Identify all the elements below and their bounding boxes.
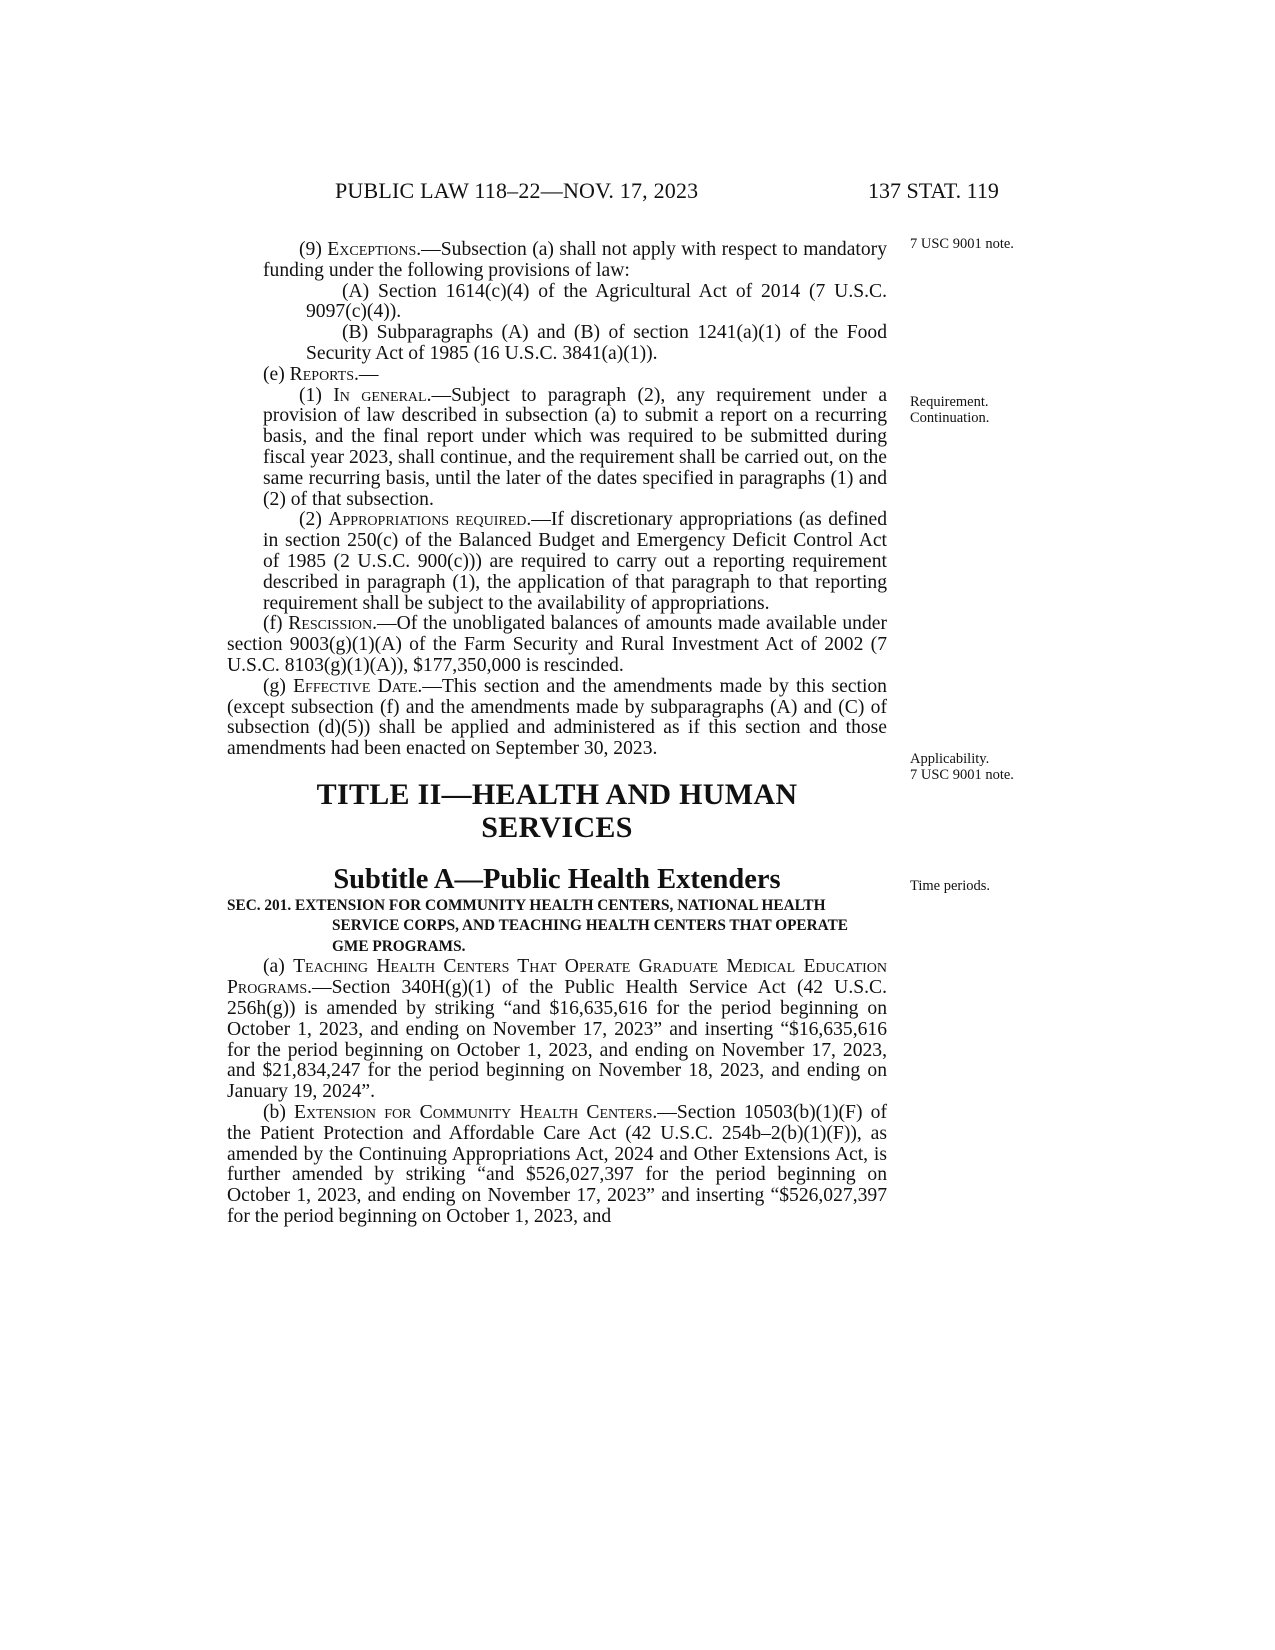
running-header-law: PUBLIC LAW 118–22—NOV. 17, 2023 (335, 178, 699, 203)
paragraph-lead: (1) (299, 384, 334, 406)
subtitle-heading: Subtitle A—Public Health Extenders (333, 863, 781, 895)
paragraph-text: .—Section 10503(b)(1)(F) of the Patient Protection and Affordable Care Act (42 U.S.C. 254b–2(b)(1)(F)), as amended by the Continuing Appropriations Act, 2024 and Other Extensions Act, is further amended by striking “and $526,027,397 for the period beginning on October 1, 2023, and ending on November 17, 2023” and inserting “$526,027,397 for the period beginning on October 1, 2023, and (227, 1102, 887, 1227)
paragraph-e2-appropriations (227, 510, 887, 614)
law-text-body (227, 240, 887, 1228)
paragraph-lead: (g) (263, 675, 294, 697)
title-heading (227, 778, 887, 844)
paragraph-heading: Extension for Community Health Centers (294, 1102, 653, 1123)
paragraph-text: .—If discretionary appropriations (as defined in section 250(c) of the Balanced Budget and Emergency Deficit Control Act of 1985 (2 U.S.C. 900(c))) are required to carry out a reporting requirement described in paragraph (1), the application of that paragraph to that reporting requirement shall be subject to the availability of appropriations. (263, 509, 887, 614)
section-201-heading: SEC. 201. EXTENSION FOR COMMUNITY HEALTH CENTERS, NATIONAL HEALTH SERVICE CORPS, AND TEACHING HEALTH CENTERS THAT OPERATE GME PROGRAMS. (227, 896, 848, 955)
paragraph-heading: Rescission (288, 613, 373, 635)
paragraph-heading: Reports (289, 363, 355, 385)
title-line-2: SERVICES (481, 810, 633, 844)
paragraph-9-exceptions (227, 240, 887, 282)
margin-note-applicability (910, 751, 1014, 783)
margin-note-requirement (910, 394, 989, 426)
margin-note-line: Continuation. (910, 410, 990, 426)
paragraph-heading: Teaching Health Centers That Operate Graduate Medical Education Programs (227, 956, 887, 999)
subsection-b-community-health-centers (227, 1103, 887, 1228)
paragraph-lead: (e) (263, 363, 290, 385)
subsection-f-rescission (227, 614, 887, 676)
subparagraph-a: (A) Section 1614(c)(4) of the Agricultural Act of 2014 (7 U.S.C. 9097(c)(4)). (306, 280, 887, 323)
paragraph-text: .— (354, 363, 379, 385)
paragraph-heading: In general (333, 384, 427, 406)
margin-note-usc: 7 USC 9001 note. (910, 236, 1014, 252)
paragraph-e1-in-general (227, 386, 887, 511)
paragraph-lead: (f) (263, 613, 289, 635)
running-header-page: 137 STAT. 119 (868, 178, 999, 203)
paragraph-lead: (2) (299, 509, 329, 531)
margin-note-time-periods: Time periods. (910, 878, 991, 894)
paragraph-text: .—This section and the amendments made by this section (except subsection (f) and the amendments made by subparagraphs (A) and (C) of subsection (d)(5)) shall be applied and administered as if this section and those amendments had been enacted on September 30, 2023. (227, 675, 887, 760)
margin-note-line: Applicability. (910, 751, 990, 767)
paragraph-text: .—Subject to paragraph (2), any requirement under a provision of law described in subsection (a) to submit a report on a recurring basis, and the final report under which was required to be submitted during fiscal year 2023, shall continue, and the requirement shall be carried out, on the same recurring basis, until the later of the dates specified in paragraphs (1) and (2) of that subsection. (263, 384, 888, 510)
paragraph-lead: (b) (263, 1102, 295, 1123)
margin-note-line: Requirement. (910, 394, 989, 410)
subsection-a-teaching-health-centers (227, 957, 887, 1103)
paragraph-text: .—Of the unobligated balances of amounts made available under section 9003(g)(1)(A) of the Farm Security and Rural Investment Act of 2002 (7 U.S.C. 8103(g)(1)(A)), $177,350,000 is rescinded. (227, 613, 887, 676)
subsection-g-effective-date (227, 677, 887, 760)
paragraph-text: .—Subsection (a) shall not apply with respect to mandatory funding under the following provisions of law: (263, 239, 887, 281)
paragraph-heading: Effective Date (293, 675, 418, 697)
title-line-1: TITLE II—HEALTH AND HUMAN (316, 777, 798, 811)
paragraph-text: .—Section 340H(g)(1) of the Public Health Service Act (42 U.S.C. 256h(g)) is amended by striking “and $16,635,616 for the period beginning on October 1, 2023, and ending on November 17, 2023” and inserting “$16,635,616 for the period beginning on October 1, 2023, and ending on November 17, 2023, and $21,834,247 for the period beginning on November 18, 2023, and ending on January 19, 2024”. (227, 977, 887, 1103)
margin-note-line: 7 USC 9001 note. (910, 767, 1014, 783)
subparagraph-b: (B) Subparagraphs (A) and (B) of section 1241(a)(1) of the Food Security Act of 1985 (16 U.S.C. 3841(a)(1)). (306, 322, 887, 364)
subsection-e-reports (227, 365, 887, 386)
paragraph-lead: (a) (263, 956, 294, 978)
paragraph-heading: Appropriations required (328, 509, 527, 531)
paragraph-lead: (9) (299, 239, 328, 260)
paragraph-heading: Exceptions (327, 239, 417, 260)
